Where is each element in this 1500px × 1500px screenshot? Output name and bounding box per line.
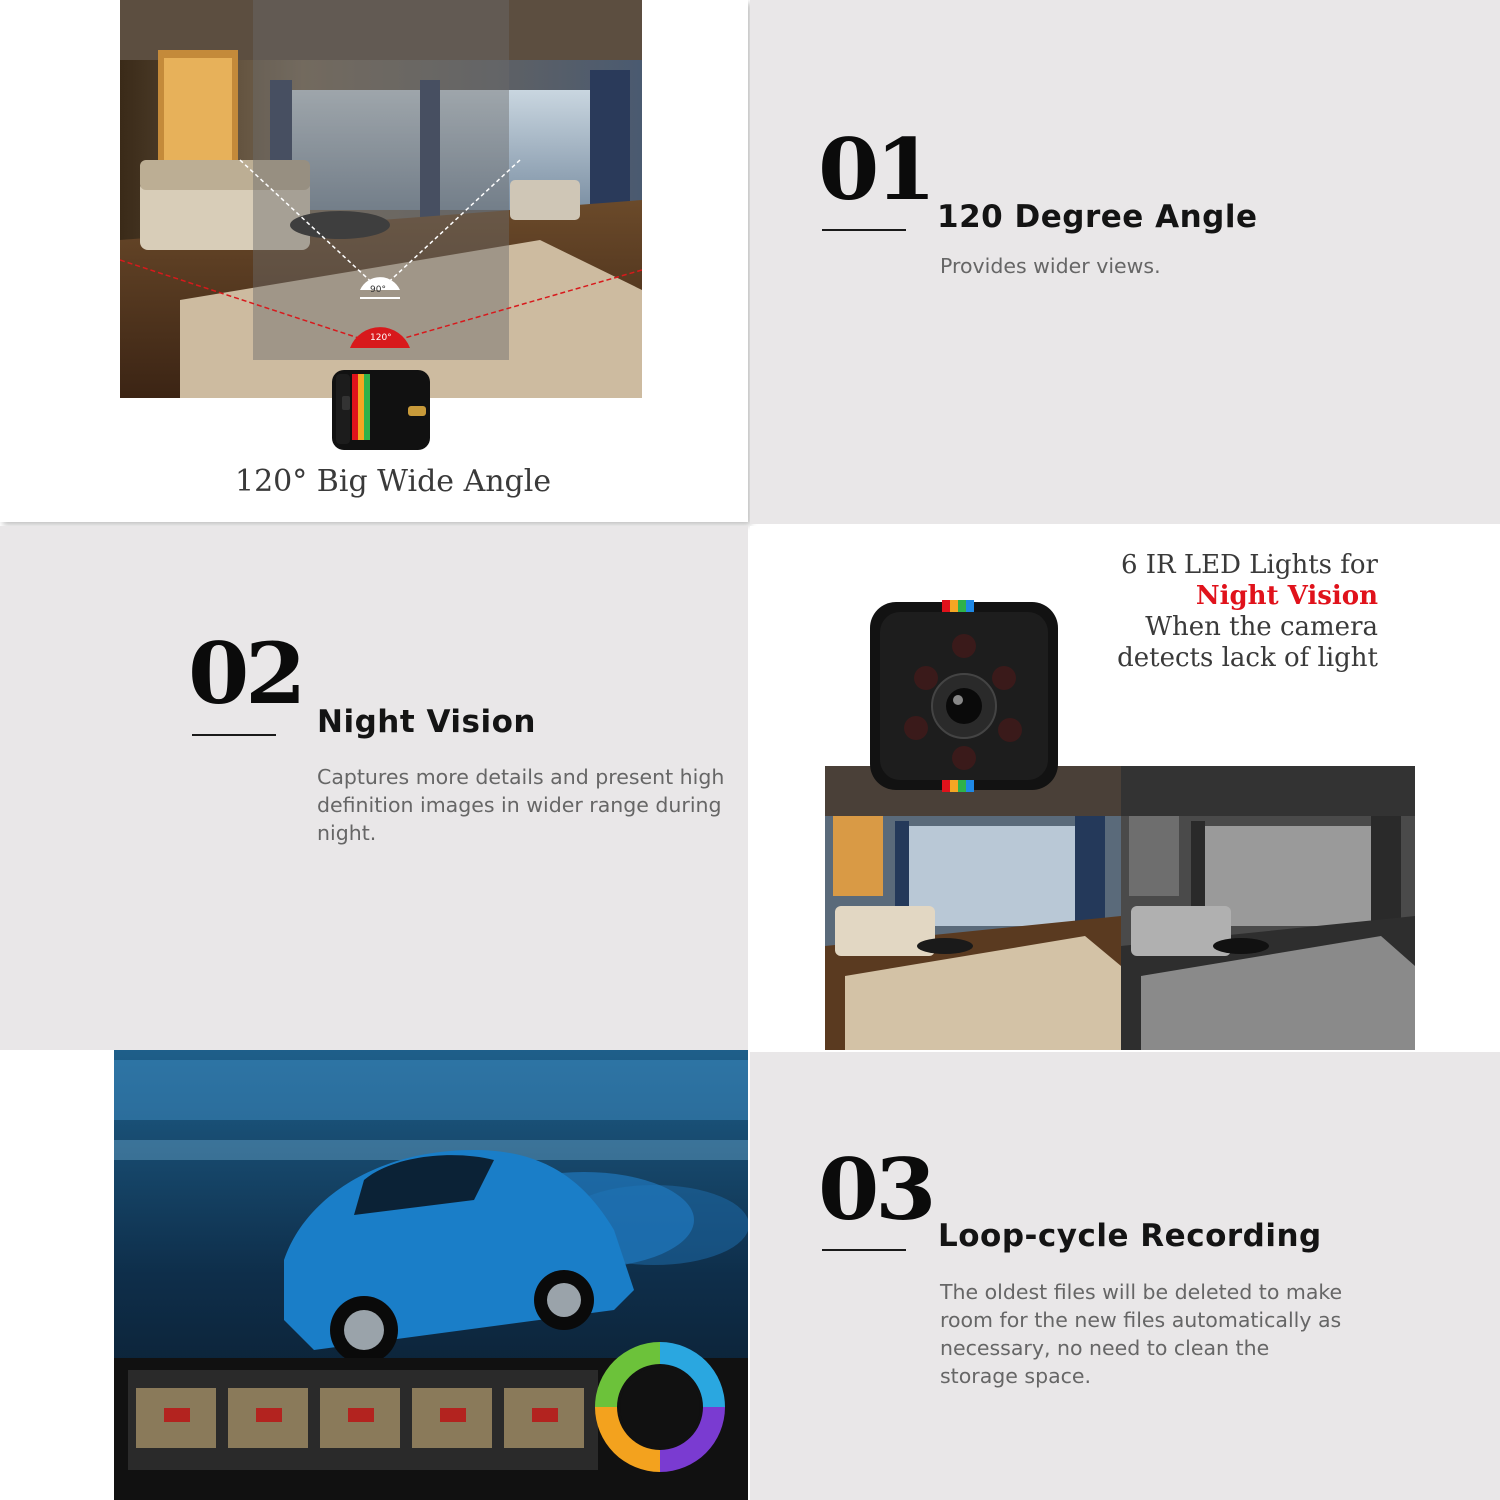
feature-03-underline: [822, 1249, 906, 1251]
ir-callout-line3: When the camera: [1145, 612, 1378, 642]
ir-callout-line4: detects lack of light: [1117, 643, 1378, 673]
wide-angle-panel: [0, 0, 748, 522]
feature-02-number: 02: [188, 624, 303, 723]
outer-angle-label: 120°: [370, 333, 392, 343]
feature-02-panel: [0, 526, 748, 1050]
feature-02-underline: [192, 734, 276, 736]
feature-02-description: Captures more details and present high definition images in wider range during night.: [317, 765, 725, 845]
feature-01-underline: [822, 229, 906, 231]
color-photo: [825, 766, 1121, 1050]
ir-camera-icon: [868, 598, 1060, 794]
mini-camera-icon: [330, 366, 432, 452]
night-vision-panel: [750, 526, 1500, 1050]
loop-cycle-icon: [585, 1332, 735, 1482]
ir-callout: [1117, 550, 1378, 674]
feature-01-description: Provides wider views.: [940, 254, 1161, 278]
feature-03-panel: [750, 1052, 1500, 1500]
ir-callout-line1: 6 IR LED Lights for: [1120, 550, 1378, 580]
wide-angle-caption: 120° Big Wide Angle: [235, 464, 552, 499]
feature-02-title: Night Vision: [317, 704, 536, 740]
feature-01-title: 120 Degree Angle: [937, 199, 1258, 235]
feature-01-panel: [750, 0, 1500, 524]
feature-03-title: Loop-cycle Recording: [938, 1218, 1322, 1254]
loop-recording-image-panel: [0, 1050, 748, 1500]
feature-03-number: 03: [818, 1140, 933, 1239]
ir-callout-highlight: Night Vision: [1195, 581, 1378, 611]
inner-angle-label: 90°: [370, 285, 386, 295]
feature-03-description: The oldest files will be deleted to make room for the new files automatically as necessary, no need to clean the storage space.: [940, 1280, 1343, 1388]
night-photo: [1121, 766, 1415, 1050]
feature-01-number: 01: [818, 120, 933, 219]
